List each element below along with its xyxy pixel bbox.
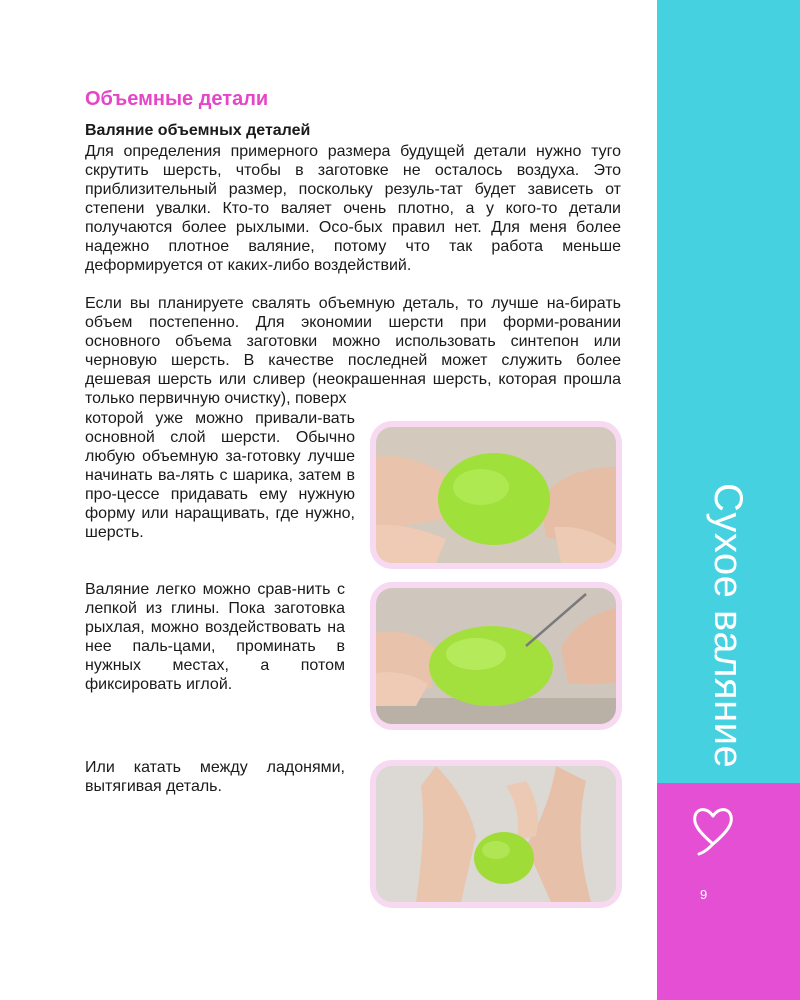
heart-icon [689,800,737,856]
photo-frame-3 [370,760,622,908]
photo-wool-ball-fingers [376,427,616,563]
paragraph-size: Для определения примерного размера будущей детали нужно туго скрутить шерсть, чтобы в заготовке не осталось воздуха. Это приблизительный размер, поскольку резуль-тат будет зависеть от степени увалки. Кто-то валяет очень плотно, а у кого-то детали получаются более рыхлыми. Осо-бых правил нет. Для меня более надежно плотное валяние, потому что так работа меньше деформируется от каких-либо воздействий. [85,143,621,274]
paragraph-palms: Или катать между ладонями, вытягивая деталь. [85,759,345,795]
page-title: Объемные детали [85,88,269,110]
photo-frame-2 [370,582,622,730]
section-subtitle: Валяние объемных деталей [85,122,311,139]
paragraph-volume: Если вы планируете свалять объемную деталь, то лучше на-бирать объем постепенно. Для экономии шерсти при форми-ровании основного объема заготовки можно использовать синтепон или черновую шерсть. В качестве последней может служить более дешевая шерсть или сливер (неокрашенная шерсть, которая прошла только первичную очистку), поверх [85,295,621,407]
photo-needle-felting [376,588,616,724]
photo-rolling-between-palms [376,766,616,902]
paragraph-clay: Валяние легко можно срав-нить с лепкой из глины. Пока заготовка рыхлая, можно воздействовать на нее паль-цами, проминать в нужных местах, а потом фиксировать иглой. [85,581,345,693]
page-number: 9 [700,887,708,902]
paragraph-ball: которой уже можно привали-вать основной слой шерсти. Обычно любую объемную за-готовку лучше начинать ва-лять с шарика, затем в про-цессе придавать ему нужную форму или наращивать, где нужно, шерсть. [85,410,355,541]
section-title: Сухое валяние [706,483,750,769]
photo-frame-1 [370,421,622,569]
